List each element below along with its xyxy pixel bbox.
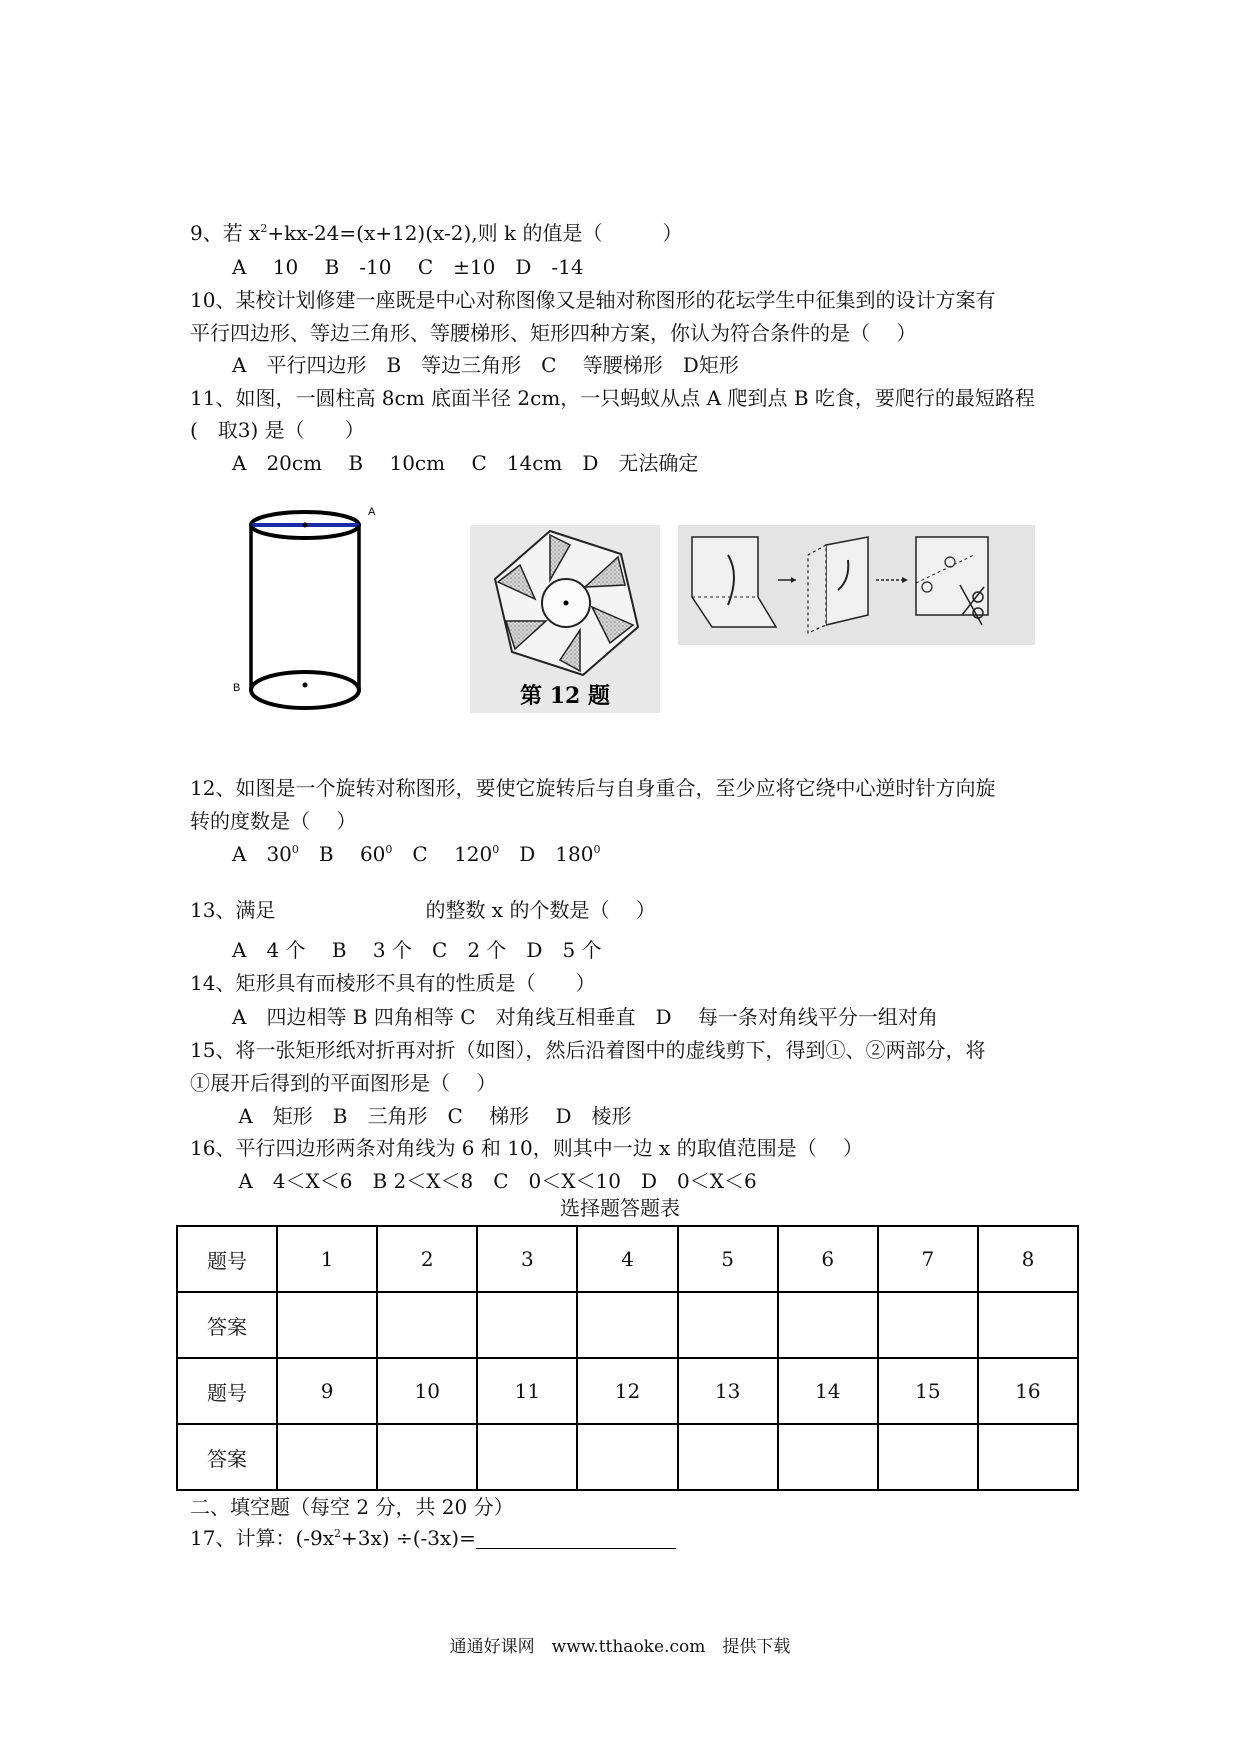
q13-options: A 4 个 B 3 个 C 2 个 D 5 个 [232, 938, 602, 962]
q11-options: A 20cm B 10cm C 14cm D 无法确定 [232, 451, 699, 475]
q12-options: A $30^0$ B $60^0$ C $120^0$ D $180^0$ [232, 842, 601, 866]
answer-cell[interactable] [778, 1424, 878, 1490]
q15-line1: 15、将一张矩形纸对折再对折（如图），然后沿着图中的虚线剪下，得到①、②两部分，将 [190, 1038, 986, 1062]
q10-line1: 10、某校计划修建一座既是中心对称图像又是轴对称图形的花坛学生中征集到的设计方案有 [190, 288, 996, 312]
q11-line2: ( 取3) 是（ ） [190, 418, 365, 442]
question-number-cell: 9 [277, 1358, 377, 1424]
table-row [177, 1292, 1078, 1358]
q12-line1: 12、如图是一个旋转对称图形，要使它旋转后与自身重合，至少应将它绕中心逆时针方向旋 [190, 776, 996, 800]
table-row [177, 1226, 1078, 1292]
page-footer: 通通好课网 www.tthaoke.com 提供下载 [449, 1637, 791, 1657]
row-label-number: 题号 [177, 1358, 277, 1424]
question-number-cell: 10 [377, 1358, 477, 1424]
q10-options: A 平行四边形 B 等边三角形 C 等腰梯形 D矩形 [232, 353, 739, 377]
q13-post: 的整数 x 的个数是（ ） [425, 898, 656, 922]
q17-answer-blank[interactable] [476, 1526, 676, 1549]
label-a: A [368, 506, 376, 518]
answer-cell[interactable] [978, 1292, 1078, 1358]
q9-exponent: 2 [260, 222, 268, 235]
answer-cell[interactable] [678, 1292, 778, 1358]
cylinder-bottom-ellipse [251, 672, 359, 708]
answer-cell[interactable] [778, 1292, 878, 1358]
rotation-figure [470, 525, 660, 713]
q13-pre: 13、满足 [190, 898, 276, 922]
question-number-cell: 3 [477, 1226, 577, 1292]
label-b: B [233, 682, 241, 694]
question-number-cell: 14 [778, 1358, 878, 1424]
row-label-answer: 答案 [177, 1424, 277, 1490]
question-number-cell: 8 [978, 1226, 1078, 1292]
q10-line2: 平行四边形、等边三角形、等腰梯形、矩形四种方案，你认为符合条件的是（ ） [190, 321, 917, 345]
figure-caption: 第 12 题 [520, 683, 610, 709]
answer-cell[interactable] [577, 1292, 677, 1358]
table-row [177, 1424, 1078, 1490]
degree-mark: 0 [385, 843, 393, 856]
answer-table-title: 选择题答题表 [560, 1196, 680, 1220]
question-number-cell: 13 [678, 1358, 778, 1424]
question-number-cell: 6 [778, 1226, 878, 1292]
answer-cell[interactable] [277, 1424, 377, 1490]
degree-mark: 0 [593, 843, 601, 856]
q9-options: A 10 B -10 C ±10 D -14 [232, 255, 584, 279]
answer-cell[interactable] [477, 1424, 577, 1490]
question-number-cell: 15 [878, 1358, 978, 1424]
answer-cell[interactable] [277, 1292, 377, 1358]
question-13 [190, 897, 656, 923]
answer-table [176, 1225, 1079, 1491]
answer-cell[interactable] [377, 1292, 477, 1358]
question-number-cell: 11 [477, 1358, 577, 1424]
degree-mark: 0 [291, 843, 299, 856]
q12-line2: 转的度数是（ ） [190, 809, 357, 833]
question-9 [190, 220, 682, 246]
q17-post: +3x) ÷(-3x)= [341, 1526, 476, 1550]
question-number-cell: 1 [277, 1226, 377, 1292]
degree-mark: 0 [492, 843, 500, 856]
q17-pre: 17、计算：(-9x [190, 1526, 335, 1550]
section-2-heading: 二、填空题（每空 2 分，共 20 分） [190, 1495, 514, 1519]
question-17 [190, 1525, 676, 1551]
answer-cell[interactable] [477, 1292, 577, 1358]
q15-options: A 矩形 B 三角形 C 梯形 D 棱形 [232, 1104, 632, 1128]
question-number-cell: 12 [577, 1358, 677, 1424]
q16-options: A 4＜X＜6 B 2＜X＜8 C 0＜X＜10 D 0＜X＜6 [232, 1169, 757, 1193]
cylinder-figure [225, 495, 385, 720]
bottom-center-dot [303, 683, 308, 688]
center-dot [564, 601, 569, 606]
q16-line: 16、平行四边形两条对角线为 6 和 10，则其中一边 x 的取值范围是（ ） [190, 1136, 864, 1160]
q9-pre: 9、若 x [190, 221, 261, 245]
question-number-cell: 7 [878, 1226, 978, 1292]
answer-cell[interactable] [377, 1424, 477, 1490]
top-center-dot [303, 523, 308, 528]
answer-cell[interactable] [577, 1424, 677, 1490]
paper-folding-figure [678, 525, 1035, 645]
question-number-cell: 5 [678, 1226, 778, 1292]
question-number-cell: 2 [377, 1226, 477, 1292]
answer-cell[interactable] [678, 1424, 778, 1490]
answer-cell[interactable] [978, 1424, 1078, 1490]
q15-line2: ①展开后得到的平面图形是（ ） [190, 1071, 497, 1095]
q14-line: 14、矩形具有而棱形不具有的性质是（ ） [190, 971, 596, 995]
q9-post: +kx-24=(x+12)(x-2),则 k 的值是（ ） [267, 221, 683, 245]
row-label-number: 题号 [177, 1226, 277, 1292]
table-row [177, 1358, 1078, 1424]
question-number-cell: 16 [978, 1358, 1078, 1424]
q17-exponent: 2 [334, 1527, 342, 1540]
question-number-cell: 4 [577, 1226, 677, 1292]
answer-cell[interactable] [878, 1424, 978, 1490]
q14-options: A 四边相等 B 四角相等 C 对角线互相垂直 D 每一条对角线平分一组对角 [232, 1005, 938, 1029]
q11-line1: 11、如图，一圆柱高 8cm 底面半径 2cm，一只蚂蚁从点 A 爬到点 B 吃食，要爬行的最短路程 [190, 386, 1035, 410]
answer-cell[interactable] [878, 1292, 978, 1358]
row-label-answer: 答案 [177, 1292, 277, 1358]
